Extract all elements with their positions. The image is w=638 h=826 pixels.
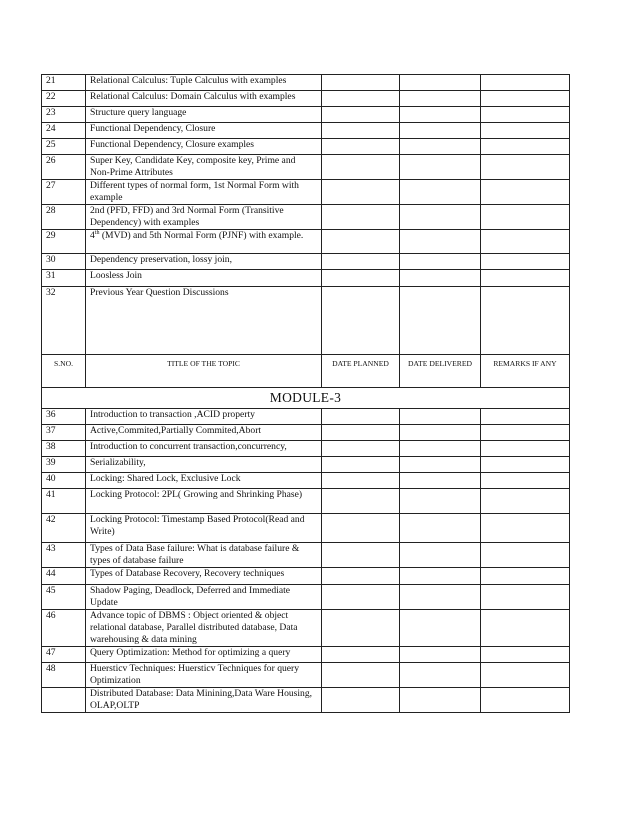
row-topic: Locking Protocol: Timestamp Based Protocol(Read and Write) [86, 514, 322, 543]
date-delivered-cell [400, 139, 481, 155]
date-planned-cell [322, 230, 400, 254]
date-delivered-cell [400, 107, 481, 123]
remarks-cell [481, 647, 570, 663]
row-topic: Serializability, [86, 457, 322, 473]
row-topic: Locking: Shared Lock, Exclusive Lock [86, 473, 322, 489]
date-planned-cell [322, 139, 400, 155]
rows-top [42, 75, 570, 355]
date-delivered-cell [400, 425, 481, 441]
row-topic: Introduction to transaction ,ACID property [86, 409, 322, 425]
row-sno: 25 [42, 139, 86, 155]
date-delivered-cell [400, 287, 481, 355]
remarks-cell [481, 107, 570, 123]
row-topic: Structure query language [86, 107, 322, 123]
table-row [42, 180, 570, 205]
row-sno: 26 [42, 155, 86, 180]
remarks-cell [481, 585, 570, 610]
row-topic: Types of Database Recovery, Recovery techniques [86, 568, 322, 585]
row-topic: Loosless Join [86, 270, 322, 287]
date-planned-cell [322, 254, 400, 270]
remarks-cell [481, 205, 570, 230]
date-planned-cell [322, 489, 400, 514]
date-planned-cell [322, 205, 400, 230]
header-sno: S.NO. [42, 355, 86, 388]
row-sno: 28 [42, 205, 86, 230]
row-topic-text: (MVD) and 5th Normal Form (PJNF) with example. [99, 230, 304, 241]
date-delivered-cell [400, 180, 481, 205]
date-delivered-cell [400, 489, 481, 514]
remarks-cell [481, 139, 570, 155]
row-topic: 2nd (PFD, FFD) and 3rd Normal Form (Transitive Dependency) with examples [86, 205, 322, 230]
row-topic: Relational Calculus: Tuple Calculus with examples [86, 75, 322, 91]
table-row [42, 425, 570, 441]
remarks-cell [481, 663, 570, 688]
remarks-cell [481, 409, 570, 425]
row-topic: Distributed Database: Data Minining,Data Ware Housing, OLAP,OLTP [86, 688, 322, 713]
table-row [42, 489, 570, 514]
row-sno: 21 [42, 75, 86, 91]
date-delivered-cell [400, 254, 481, 270]
date-planned-cell [322, 425, 400, 441]
table-row [42, 688, 570, 713]
row-sno: 32 [42, 287, 86, 355]
row-topic: Active,Commited,Partially Commited,Abort [86, 425, 322, 441]
row-topic-superscript: th [94, 229, 100, 236]
remarks-cell [481, 610, 570, 647]
date-planned-cell [322, 270, 400, 287]
date-delivered-cell [400, 91, 481, 107]
lesson-plan-table [41, 74, 570, 713]
header-date-delivered: DATE DELIVERED [400, 355, 481, 388]
date-delivered-cell [400, 514, 481, 543]
row-topic: Relational Calculus: Domain Calculus with examples [86, 91, 322, 107]
row-sno: 47 [42, 647, 86, 663]
row-topic: Query Optimization: Method for optimizing a query [86, 647, 322, 663]
date-delivered-cell [400, 543, 481, 568]
module-title: MODULE-3 [42, 388, 570, 409]
date-planned-cell [322, 441, 400, 457]
row-sno: 27 [42, 180, 86, 205]
remarks-cell [481, 270, 570, 287]
row-sno: 38 [42, 441, 86, 457]
row-sno: 37 [42, 425, 86, 441]
remarks-cell [481, 688, 570, 713]
date-planned-cell [322, 287, 400, 355]
date-delivered-cell [400, 473, 481, 489]
date-planned-cell [322, 514, 400, 543]
row-sno: 30 [42, 254, 86, 270]
table-row [42, 205, 570, 230]
table-row [42, 409, 570, 425]
row-sno: 24 [42, 123, 86, 139]
row-topic-prefix: 4 [90, 230, 95, 241]
header-remarks: REMARKS IF ANY [481, 355, 570, 388]
remarks-cell [481, 514, 570, 543]
row-sno: 39 [42, 457, 86, 473]
table-row [42, 155, 570, 180]
row-sno [42, 688, 86, 713]
date-planned-cell [322, 688, 400, 713]
row-topic [86, 230, 322, 254]
date-planned-cell [322, 155, 400, 180]
table-row [42, 543, 570, 568]
date-planned-cell [322, 647, 400, 663]
remarks-cell [481, 91, 570, 107]
date-delivered-cell [400, 270, 481, 287]
date-planned-cell [322, 107, 400, 123]
table-row [42, 123, 570, 139]
date-delivered-cell [400, 123, 481, 139]
table-row [42, 647, 570, 663]
row-topic: Super Key, Candidate Key, composite key, Prime and Non-Prime Attributes [86, 155, 322, 180]
remarks-cell [481, 473, 570, 489]
date-delivered-cell [400, 663, 481, 688]
row-sno: 22 [42, 91, 86, 107]
date-delivered-cell [400, 457, 481, 473]
date-delivered-cell [400, 568, 481, 585]
row-topic: Huersticv Techniques: Huersticv Techniques for query Optimization [86, 663, 322, 688]
table-row [42, 287, 570, 355]
row-sno: 43 [42, 543, 86, 568]
date-planned-cell [322, 473, 400, 489]
remarks-cell [481, 441, 570, 457]
remarks-cell [481, 75, 570, 91]
row-sno: 36 [42, 409, 86, 425]
row-topic: Dependency preservation, lossy join, [86, 254, 322, 270]
header-title: TITLE OF THE TOPIC [86, 355, 322, 388]
remarks-cell [481, 457, 570, 473]
date-delivered-cell [400, 585, 481, 610]
table-row [42, 230, 570, 254]
row-sno: 31 [42, 270, 86, 287]
table-row [42, 254, 570, 270]
remarks-cell [481, 155, 570, 180]
remarks-cell [481, 123, 570, 139]
date-planned-cell [322, 585, 400, 610]
row-sno: 44 [42, 568, 86, 585]
row-sno: 40 [42, 473, 86, 489]
header-date-planned: DATE PLANNED [322, 355, 400, 388]
row-topic: Shadow Paging, Deadlock, Deferred and Immediate Update [86, 585, 322, 610]
table-row [42, 514, 570, 543]
table-row [42, 441, 570, 457]
remarks-cell [481, 254, 570, 270]
date-planned-cell [322, 180, 400, 205]
date-planned-cell [322, 543, 400, 568]
date-planned-cell [322, 610, 400, 647]
table-row [42, 75, 570, 91]
date-delivered-cell [400, 205, 481, 230]
table-row [42, 663, 570, 688]
date-planned-cell [322, 568, 400, 585]
table-row [42, 585, 570, 610]
remarks-cell [481, 568, 570, 585]
date-delivered-cell [400, 688, 481, 713]
date-planned-cell [322, 409, 400, 425]
date-delivered-cell [400, 647, 481, 663]
row-topic: Types of Data Base failure: What is database failure & types of database failure [86, 543, 322, 568]
row-sno: 45 [42, 585, 86, 610]
rows-bottom [42, 409, 570, 713]
row-topic: Different types of normal form, 1st Normal Form with example [86, 180, 322, 205]
row-topic: Locking Protocol: 2PL( Growing and Shrinking Phase) [86, 489, 322, 514]
row-sno: 46 [42, 610, 86, 647]
date-planned-cell [322, 75, 400, 91]
table-row [42, 270, 570, 287]
row-topic: Advance topic of DBMS : Object oriented & object relational database, Parallel distributed database, Data warehousing & data mining [86, 610, 322, 647]
row-topic: Previous Year Question Discussions [86, 287, 322, 355]
date-planned-cell [322, 663, 400, 688]
row-topic: Functional Dependency, Closure [86, 123, 322, 139]
row-topic: Functional Dependency, Closure examples [86, 139, 322, 155]
table-header [42, 355, 570, 409]
row-topic: Introduction to concurrent transaction,concurrency, [86, 441, 322, 457]
date-delivered-cell [400, 441, 481, 457]
table-row [42, 568, 570, 585]
row-sno: 23 [42, 107, 86, 123]
table-row [42, 473, 570, 489]
table-row [42, 610, 570, 647]
row-sno: 42 [42, 514, 86, 543]
remarks-cell [481, 287, 570, 355]
row-sno: 48 [42, 663, 86, 688]
table-row [42, 139, 570, 155]
date-delivered-cell [400, 75, 481, 91]
remarks-cell [481, 425, 570, 441]
date-planned-cell [322, 457, 400, 473]
remarks-cell [481, 543, 570, 568]
table-row [42, 457, 570, 473]
row-sno: 29 [42, 230, 86, 254]
table-row [42, 91, 570, 107]
date-planned-cell [322, 123, 400, 139]
table-row [42, 107, 570, 123]
remarks-cell [481, 230, 570, 254]
remarks-cell [481, 489, 570, 514]
date-planned-cell [322, 91, 400, 107]
date-delivered-cell [400, 230, 481, 254]
date-delivered-cell [400, 155, 481, 180]
remarks-cell [481, 180, 570, 205]
date-delivered-cell [400, 610, 481, 647]
row-sno: 41 [42, 489, 86, 514]
date-delivered-cell [400, 409, 481, 425]
